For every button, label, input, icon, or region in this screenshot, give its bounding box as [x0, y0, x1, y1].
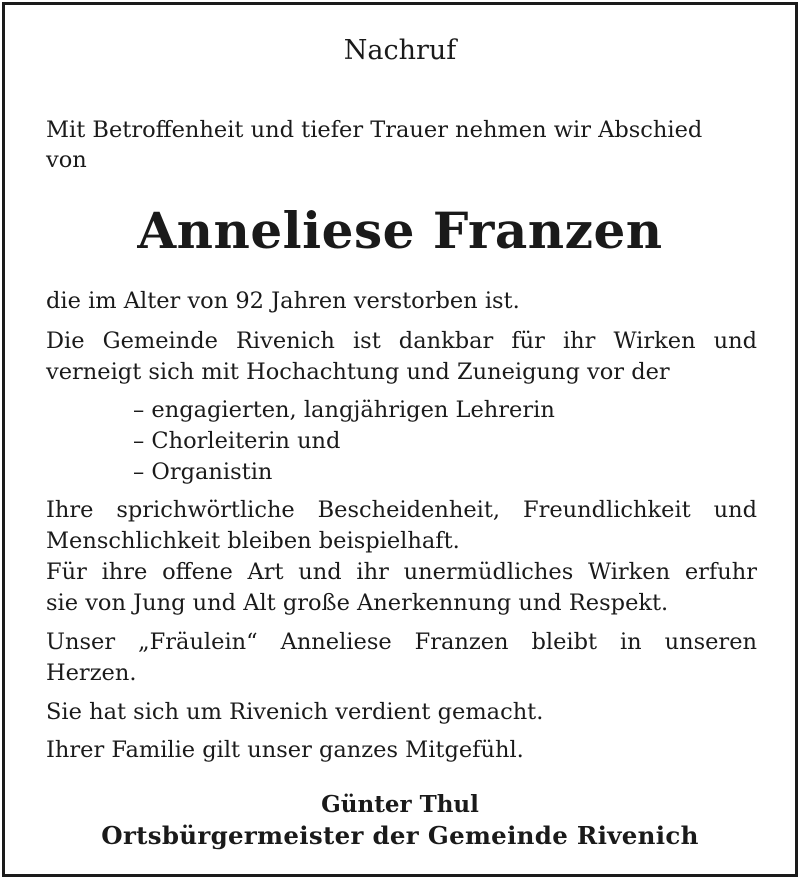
paragraph-4-line-1: Unser „Fräulein“ Anneliese Franzen bleibt in unseren — [46, 629, 757, 655]
role-item: – engagierten, langjährigen Lehrerin — [133, 397, 555, 423]
paragraph-3-line-2: sie von Jung und Alt große Anerkennung und Respekt. — [46, 590, 669, 616]
paragraph-2-line-2: Menschlichkeit bleiben beispielhaft. — [46, 528, 460, 554]
paragraph-3-line-1: Für ihre offene Art und ihr unermüdliches Wirken erfuhr — [46, 559, 757, 585]
role-item: – Organistin — [133, 459, 273, 485]
age-line: die im Alter von 92 Jahren verstorben ist. — [46, 288, 520, 314]
signer-title: Ortsbürgermeister der Gemeinde Rivenich — [101, 821, 699, 850]
deceased-name: Anneliese Franzen — [137, 201, 663, 260]
intro-line-1: Mit Betroffenheit und tiefer Trauer nehmen wir Abschied — [46, 117, 703, 143]
paragraph-1-line-2: verneigt sich mit Hochachtung und Zuneigung vor der — [46, 359, 670, 385]
intro-line-2: von — [46, 147, 87, 173]
paragraph-2-line-1: Ihre sprichwörtliche Bescheidenheit, Freundlichkeit und — [46, 497, 757, 523]
paragraph-5: Sie hat sich um Rivenich verdient gemacht. — [46, 699, 544, 725]
paragraph-6: Ihrer Familie gilt unser ganzes Mitgefühl. — [46, 737, 524, 763]
notice-title: Nachruf — [343, 35, 457, 66]
obituary-notice — [2, 2, 798, 877]
signer-name: Günter Thul — [321, 791, 479, 818]
paragraph-1-line-1: Die Gemeinde Rivenich ist dankbar für ihr Wirken und — [46, 328, 757, 354]
paragraph-4-line-2: Herzen. — [46, 660, 137, 686]
role-item: – Chorleiterin und — [133, 428, 341, 454]
